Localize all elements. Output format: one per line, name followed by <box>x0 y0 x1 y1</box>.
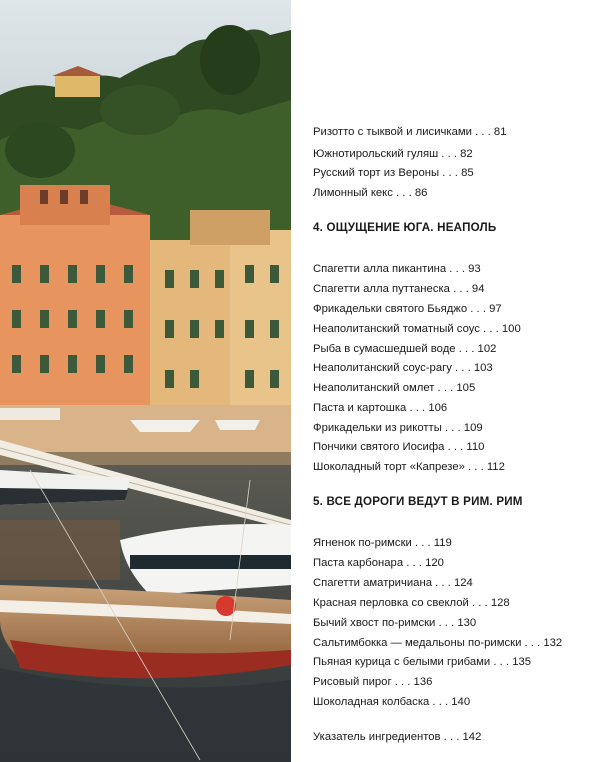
toc-entry: Рисовый пирог . . . 136 <box>313 676 433 688</box>
toc-entry: Сальтимбокка — медальоны по-римски . . . 132 <box>313 637 563 649</box>
toc-entry: Южнотирольский гуляш . . . 82 <box>313 148 473 160</box>
toc-entry: Рыба в сумасшедшей воде . . . 102 <box>313 343 497 355</box>
toc-entry: Русский торт из Вероны . . . 85 <box>313 167 474 179</box>
toc-entry-index: Указатель ингредиентов . . . 142 <box>313 731 482 743</box>
toc-entry: Красная перловка со свеклой . . . 128 <box>313 597 510 609</box>
toc-entry: Неаполитанский омлет . . . 105 <box>313 382 476 394</box>
toc-entry: Пончики святого Иосифа . . . 110 <box>313 441 485 453</box>
toc-entry: Неаполитанский соус-рагу . . . 103 <box>313 362 493 374</box>
toc-entry: Шоколадный торт «Капрезе» . . . 112 <box>313 461 505 473</box>
toc-entry: Фрикадельки святого Бьяджо . . . 97 <box>313 303 502 315</box>
toc-entry: Лимонный кекс . . . 86 <box>313 187 428 199</box>
toc-entry: Шоколадная колбаска . . . 140 <box>313 696 471 708</box>
table-of-contents <box>313 0 593 762</box>
portofino-harbor-photo <box>0 0 291 762</box>
toc-entry: Фрикадельки из рикотты . . . 109 <box>313 422 483 434</box>
toc-entry: Бычий хвост по-римски . . . 130 <box>313 617 477 629</box>
toc-entry: Ризотто с тыквой и лисичками . . . 81 <box>313 126 507 138</box>
toc-entry: Паста карбонара . . . 120 <box>313 557 444 569</box>
toc-entry: Неаполитанский томатный соус . . . 100 <box>313 323 521 335</box>
toc-entry: Пьяная курица с белыми грибами . . . 135 <box>313 656 532 668</box>
toc-entry: Спагетти аматричиана . . . 124 <box>313 577 473 589</box>
toc-entry: Спагетти алла путтанеска . . . 94 <box>313 283 485 295</box>
chapter-heading: 4. ОЩУЩЕНИЕ ЮГА. НЕАПОЛЬ <box>313 221 497 234</box>
toc-entry: Спагетти алла пикантина . . . 93 <box>313 263 481 275</box>
chapter-heading: 5. ВСЕ ДОРОГИ ВЕДУТ В РИМ. РИМ <box>313 495 523 508</box>
toc-entry: Паста и картошка . . . 106 <box>313 402 448 414</box>
toc-entry: Ягненок по-римски . . . 119 <box>313 537 452 549</box>
